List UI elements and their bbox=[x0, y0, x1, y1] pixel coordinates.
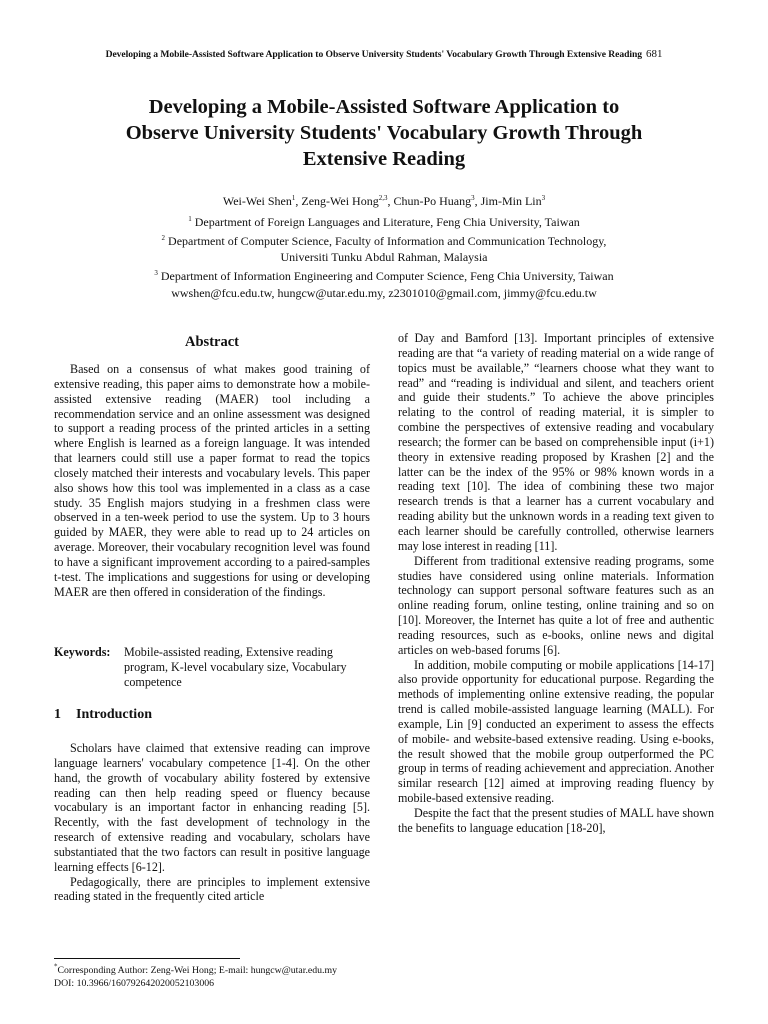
running-head bbox=[0, 48, 768, 60]
affiliation bbox=[40, 269, 728, 284]
paragraph: Despite the fact that the present studies of MALL have shown the benefits to language education [18-20], bbox=[398, 806, 714, 835]
title-line: Developing a Mobile-Assisted Software Application to bbox=[148, 96, 620, 118]
author-list: Wei-Wei Shen$^1$, Zeng-Wei Hong$^{2,3}$, Chun-Po Huang$^3$, Jim-Min Lin$^3$ bbox=[222, 194, 546, 208]
author-affil-mark: 3 bbox=[471, 194, 475, 202]
running-head-text: Developing a Mobile-Assisted Software Application to Observe University Students' Vocabulary Growth Through Extensive Reading bbox=[105, 49, 643, 60]
author-name: Chun-Po Huang bbox=[393, 194, 472, 208]
footnote-mark: * bbox=[54, 962, 58, 971]
footnote bbox=[54, 964, 337, 990]
footnote-text: Corresponding Author: Zeng-Wei Hong; E-mail: hungcw@utar.edu.my bbox=[57, 965, 338, 976]
author-name: Wei-Wei Shen bbox=[222, 194, 292, 208]
author-affil-mark: 2,3 bbox=[378, 194, 388, 202]
footnote-rule bbox=[54, 958, 240, 959]
doi: DOI: 10.3966/160792642020052103006 bbox=[54, 978, 215, 989]
affiliation bbox=[40, 234, 728, 249]
paper-title bbox=[70, 94, 698, 172]
affil-text: Universiti Tunku Abdul Rahman, Malaysia bbox=[280, 250, 488, 264]
title-line: Observe University Students' Vocabulary Growth Through bbox=[125, 122, 643, 144]
paragraph: Different from traditional extensive reading programs, some studies have considered using online materials. Information technology can support personal software features such as an online reading forum, online testing, online training and so on [10]. Moreover, the Internet has quite a lot of free and authentic reading resources, such as e-books, online news and digital articles on web-based forums [6]. bbox=[398, 553, 714, 657]
page-number: 681 bbox=[646, 48, 663, 60]
paragraph: Pedagogically, there are principles to implement extensive reading stated in the frequently cited article bbox=[54, 874, 370, 904]
intro-body bbox=[54, 741, 370, 904]
affil-mark: 3 bbox=[154, 269, 158, 277]
right-column bbox=[398, 331, 714, 836]
affil-text: Department of Information Engineering and Computer Science, Feng Chia University, Taiwan bbox=[160, 269, 614, 283]
author-name: Jim-Min Lin bbox=[480, 194, 542, 208]
corresponding-author-note bbox=[54, 964, 337, 977]
keywords-block bbox=[54, 645, 370, 690]
section-title: Introduction bbox=[76, 707, 152, 722]
paragraph: Scholars have claimed that extensive reading can improve language learners' vocabulary competence [1-4]. On the other hand, the growth of vocabulary ability fostered by extensive reading can then help reading speed or fluency because vocabulary is an important factor in enhancing reading [5]. Recently, with the fast development of technology in the research of extensive reading and vocabulary, scholars have substantiated that the two factors can result in positive language learning effects [6-12]. bbox=[54, 741, 370, 874]
abstract-text: Based on a consensus of what makes good training of extensive reading, this paper aims to demonstrate how a mobile-assisted extensive reading (MAER) tool including a recommendation service and an online assessment was designed to support a reading process of the printed articles in a setting where English is learned as a foreign language. It was intended that learners could still use a paper format to read the topics closely matched their interests and vocabulary levels. This paper also shows how this tool was implemented in a class as a case study. 35 English majors studying in a freshmen class were observed in a ten-week period to use the system. Up to 3 hours guided by MAER, they were able to read up to 24 articles on average. Moreover, their vocabulary recognition level was found to have a significant improvement according to a paired-samples t-test. The implications and suggestions for using or developing MAER are then offered in consideration of the findings. bbox=[54, 362, 370, 599]
affil-text: Department of Computer Science, Faculty of Information and Communication Technology, bbox=[168, 234, 607, 248]
section-heading bbox=[54, 707, 152, 723]
keywords-text: Mobile-assisted reading, Extensive reading program, K-level vocabulary size, Vocabulary competence bbox=[124, 645, 347, 689]
section-number: 1 bbox=[54, 707, 61, 722]
author-name: Zeng-Wei Hong bbox=[301, 194, 379, 208]
affiliation bbox=[40, 215, 728, 230]
paragraph: In addition, mobile computing or mobile applications [14-17] also provide opportunity for educational purpose. Regarding the methods of implementing online extensive reading, the popular trend is called mobile-assisted language learning (MALL). For example, Lin [9] conducted an experiment to assess the effects of mobile- and website-based extensive reading. Using e-books, the result showed that the mobile group outperformed the PC group in terms of reading achievement and appreciation. Another similar research [12] aimed at improving reading fluency by mobile-based extensive reading. bbox=[398, 657, 714, 806]
abstract-body bbox=[54, 362, 370, 600]
abstract-heading: Abstract bbox=[185, 334, 239, 350]
keywords-label: Keywords: bbox=[54, 645, 111, 659]
author-affil-mark: 3 bbox=[541, 194, 546, 202]
affil-mark: 1 bbox=[188, 215, 192, 223]
email-list: wwshen@fcu.edu.tw, hungcw@utar.edu.my, z2301010@gmail.com, jimmy@fcu.edu.tw bbox=[171, 286, 597, 300]
affil-text: Department of Foreign Languages and Literature, Feng Chia University, Taiwan bbox=[194, 215, 580, 229]
affiliation bbox=[40, 250, 728, 265]
author-affil-mark: 1 bbox=[291, 194, 296, 202]
affil-mark: 2 bbox=[161, 234, 166, 242]
title-line: Extensive Reading bbox=[302, 148, 466, 170]
paragraph: of Day and Bamford [13]. Important principles of extensive reading are that “a variety of reading material on a wide range of topics must be available,” “learners choose what they want to read” and “reading is individual and silent, and teachers orient and guide their students.” To achieve the above principles relating to the control of reading material, it is simpler to combine the perspectives of extensive reading and vocabulary research; the former can be based on comprehensible input (i+1) theory in extensive reading proposed by Krashen [2] and the latter can be the index of the 95% or 98% known words in a reading text [10]. The idea of combining these two major research trends is that a learner has a current vocabulary and reading ability but the unknown words in a reading text given to each learner should be carefully controlled, otherwise learners may lose interest in reading [11]. bbox=[398, 331, 714, 553]
